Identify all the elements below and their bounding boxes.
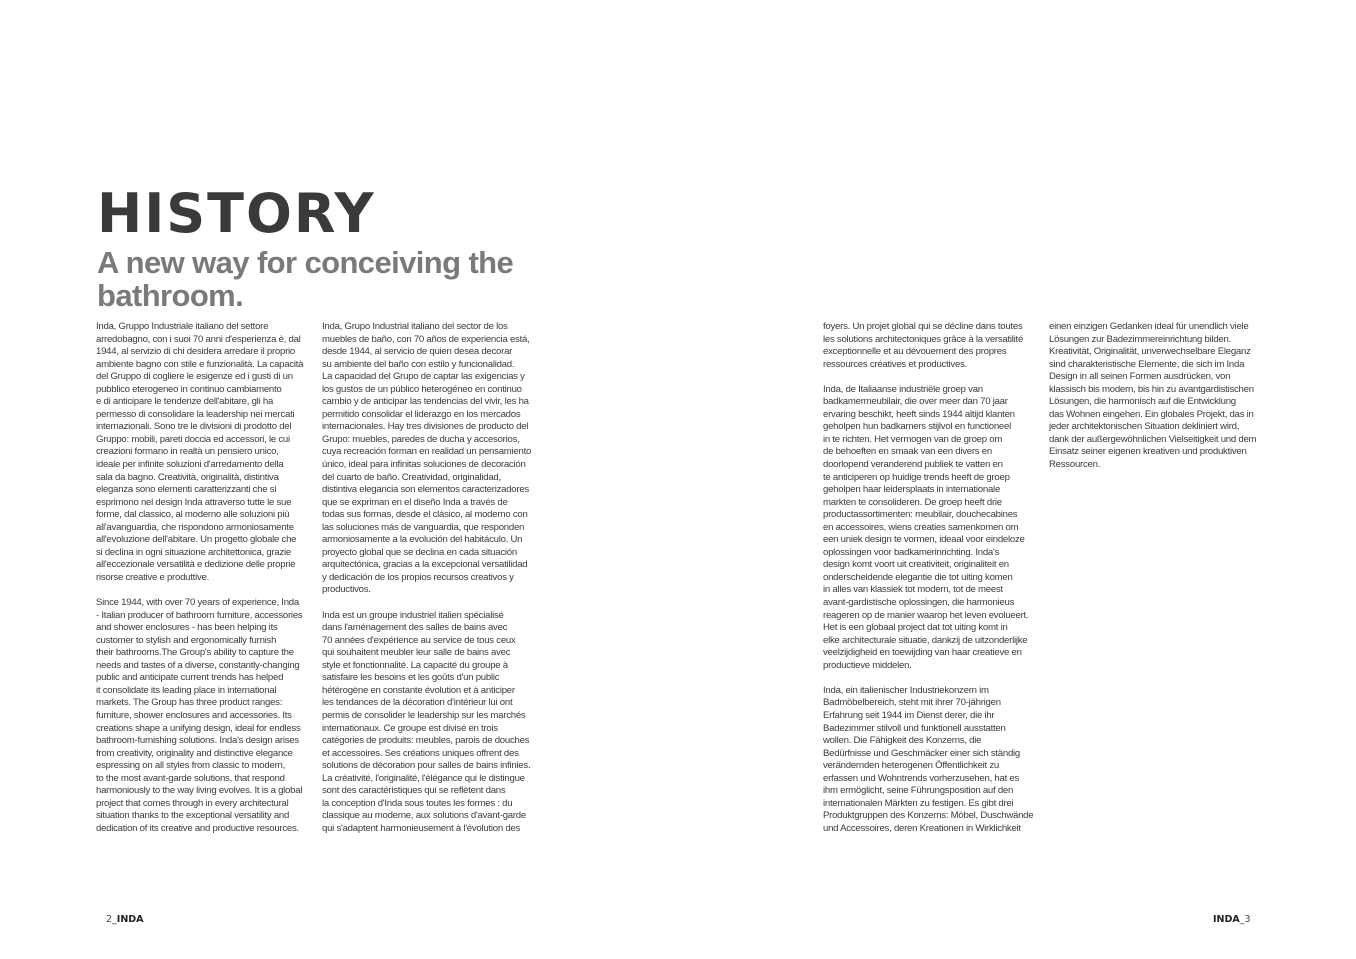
- page-number: _3: [1239, 914, 1251, 925]
- paragraph-german: Inda, ein italienischer Industriekonzern im Badmöbelbereich, steht mit ihrer 70-jährigen Erfahrung seit 1944 im Dienst derer, die ihr Badezimmer stilvoll und funktionell ausstatten wollen. Die Fähigkeit des Konzerns, die Bedürfnisse und Geschmäcker einer sich ständig verändernden heterogenen Öffentlichkeit zu erfassen und Wohntrends vorherzusehen, hat es ihm ermöglicht, seine Führungsposition auf den internationalen Märkten zu festigen. Es gibt drei Produktgruppen des Konzerns: Möbel, Duschwände und Accessoires, deren Kreationen in Wirklichkeit: [823, 684, 1034, 834]
- page-title: HISTORY: [97, 182, 376, 245]
- text-column-1: [96, 321, 311, 835]
- brand-name: INDA: [1213, 914, 1240, 925]
- brand-name: INDA: [116, 914, 144, 925]
- paragraph-english: Since 1944, with over 70 years of experience, Inda - Italian producer of bathroom furniture, accessories and shower enclosures - has been helping its customer to stylish and ergonomically furnish their bathrooms.The Group's ability to capture the needs and tastes of a diverse, constantly-changing public and anticipate current trends has helped it consolidate its leading place in international markets. The Group has three product ranges: furniture, shower enclosures and accessories. Its creations shape a unifying design, ideal for endless bathroom-furnishing solutions. Inda's design arises from creativity, originality and distinctive elegance espressing on all styles from classic to modern, to the most avant-garde solutions, that respond harmoniously to the way living evolves. It is a global project that comes through in every architectural situation thanks to the exceptional versatility and dedication of its creative and productive resources.: [96, 597, 303, 834]
- text-column-4: [1049, 321, 1264, 472]
- text-column-2: [322, 321, 537, 835]
- paragraph-italian: Inda, Gruppo Industriale italiano del settore arredobagno, con i suoi 70 anni d'esperienza è, dal 1944, al servizio di chi desidera arredare il proprio ambiente bagno con stile e funzionalità. La capacità del Gruppo di cogliere le esigenze ed i gusti di un pubblico eterogeneo in continuo cambiamento e di anticipare le tendenze dell'abitare, gli ha permesso di consolidare la leadership nei mercati internazionali. Sono tre le divisioni di prodotto del Gruppo: mobili, pareti doccia ed accessori, le cui creazioni formano in realtà un pensiero unico, ideale per infinite soluzioni d'arredamento della sala da bagno. Creatività, originalità, distintiva eleganza sono elementi caratterizzanti che si esprimono nel design Inda attraverso tutte le sue forme, dal classico, al moderno alle soluzioni più all'avanguardia, che rispondono armoniosamente all'evoluzione dell'abitare. Un progetto globale che si declina in ogni situazione architettonica, grazie all'eccezionale versatilità e dedizione delle proprie risorse creative e produttive.: [96, 321, 304, 583]
- page-number: 2_: [106, 914, 117, 925]
- paragraph-german-continued: einen einzigen Gedanken ideal für unendlich viele Lösungen zur Badezimmereinrichtung bilden. Kreativität, Originalität, unverwechselbare Eleganz sind charakteristische Elemente, die sich im Inda Design in all seinen Formen ausdrücken, von klassisch bis modern, bis hin zu avantgardistischen Lösungen, die harmonisch auf die Entwicklung das Wohnen eingehen. Ein globales Projekt, das in jeder architektonischen Situation dekliniert wird, dank der außergewöhnlichen Vielseitigkeit und dem Einsatz seiner eigenen kreativen und produktiven Ressourcen.: [1049, 321, 1257, 471]
- paragraph-dutch: Inda, de Italiaanse industriële groep van badkamermeubilair, die over meer dan 70 jaar ervaring beschikt, heeft sinds 1944 altijd klanten geholpen hun badkamers stijlvol en functioneel in te richten. Het vermogen van de groep om de behoeften en smaak van een divers en doorlopend veranderend publiek te vatten en te anticiperen op huidige trends heeft de groep geholpen haar leidersplaats in internationale markten te consolideren. De groep heeft drie productassortimenten: meubilair, douchecabines en accessoires, wiens creaties samenkomen om een uniek design te vormen, ideaal voor eindeloze oplossingen voor badkamerinrichting. Inda's design komt voort uit creativiteit, originaliteit en onderscheidende elegantie die tot uiting komen in alles van klassiek tot modern, tot de meest avant-gardistische oplossingen, die harmonieus reageren op de manier waarop het leven evolueert. Het is een globaal project dat tot uiting komt in elke architecturale situatie, dankzij de uitzonderlijke veelzijdigheid en toewijding van haar creatieve en productieve middelen.: [823, 383, 1029, 671]
- page-subtitle: A new way for conceiving the bathroom.: [97, 245, 514, 313]
- paragraph-spanish: Inda, Grupo Industrial italiano del sector de los muebles de baño, con 70 años de experiencia está, desde 1944, al servicio de quien desea decorar su ambiente del baño con estilo y funcionalidad. La capacidad del Grupo de captar las exigencias y los gustos de un público heterogéneo en continuo cambio y de anticipar las tendencias del vivir, les ha permitido consolidar el liderazgo en los mercados internacionales. Hay tres divisiones de producto del Grupo: muebles, paredes de ducha y accesorios, cuya recreación forman en realidad un pensamiento único, ideal para infinitas soluciones de decoración del cuarto de baño. Creatividad, originalidad, distintiva elegancia son elementos caracterizadores que se expriman en el diseño Inda a través de todas sus formas, desde el clásico, al moderno con las soluciones más de vanguardia, que responden armoniosamente a la evolución del habitáculo. Un proyecto global que se declina en cada situación arquitectónica, gracias a la excepcional versatilidad y dedicación de los propios recursos creativos y productivos.: [322, 321, 532, 596]
- page-number-right: [1213, 914, 1251, 926]
- paragraph-french: Inda est un groupe industriel italien spécialisé dans l'aménagement des salles de bains avec 70 années d'expérience au service de tous ceux qui souhaitent meubler leur salle de bains avec style et fonctionnalité. La capacité du groupe à satisfaire les besoins et les goûts d'un public hétérogène en constante évolution et à anticiper les tendances de la décoration d'intérieur lui ont permis de consolider le leadership sur les marchés internationaux. Ce groupe est divisé en trois catégories de produits: meubles, parois de douches et accessoires. Ses créations uniques offrent des solutions de décoration pour salles de bains infinies. La créativité, l'originalité, l'élégance qui le distingue sont des caractéristiques qui se reflètent dans la conception d'Inda sous toutes les formes : du classique au moderne, aux solutions d'avant-garde qui s'adaptent harmonieusement à l'évolution des: [322, 609, 531, 834]
- paragraph-french-continued: foyers. Un projet global qui se décline dans toutes les solutions architectoniques grâce à la versatilité exceptionnelle et au dévouement des propres ressources créatives et productives.: [823, 321, 1024, 370]
- page-number-left: [106, 914, 144, 926]
- text-column-3: [823, 321, 1038, 835]
